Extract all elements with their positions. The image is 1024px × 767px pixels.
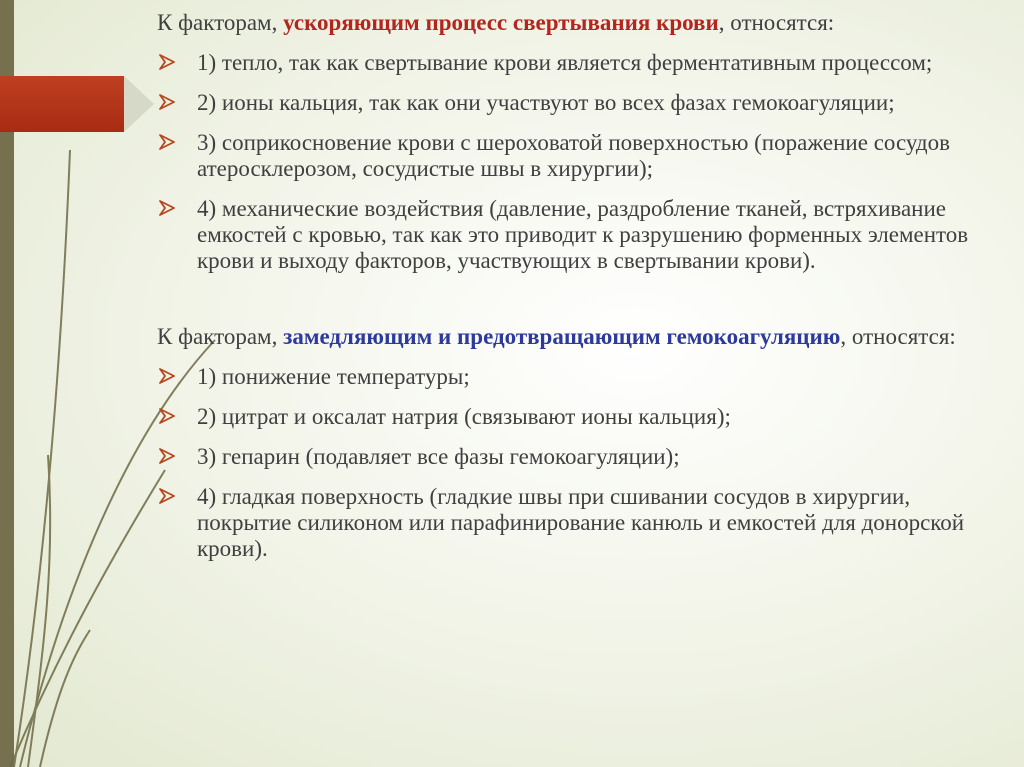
list-item-text: 2) цитрат и оксалат натрия (связывают ионы кальция);: [197, 404, 731, 429]
list-item: [157, 50, 1007, 76]
section1-intro-highlight: ускоряющим процесс свертывания крови: [283, 10, 719, 35]
list-item: [157, 364, 1007, 390]
list-item-text: 4) механические воздействия (давление, раздробление тканей, встряхивание емкостей с кровью, так как это приводит к разрушению форменных элементов крови и выходу факторов, участвующих в свертывании крови).: [197, 196, 969, 273]
arrowhead-bullet-icon: [157, 92, 177, 112]
arrowhead-bullet-icon: [157, 198, 177, 218]
list-item-text: 1) тепло, так как свертывание крови является ферментативным процессом;: [197, 50, 933, 75]
arrowhead-bullet-icon: [157, 486, 177, 506]
list-item: [157, 404, 1007, 430]
list-item: [157, 484, 1007, 562]
section1-list: [157, 50, 1007, 274]
list-item-text: 3) соприкосновение крови с шероховатой поверхностью (поражение сосудов атеросклерозом, сосудистые швы в хирургии);: [197, 130, 950, 181]
section1-heading: [157, 10, 1007, 36]
list-item-text: 2) ионы кальция, так как они участвуют во всех фазах гемокоагуляции;: [197, 90, 895, 115]
section1-intro-before: К факторам,: [157, 10, 284, 35]
arrowhead-bullet-icon: [157, 406, 177, 426]
arrowhead-bullet-icon: [157, 132, 177, 152]
list-item: [157, 130, 1007, 182]
section1-intro-after: , относятся:: [718, 10, 835, 35]
list-item-text: 4) гладкая поверхность (гладкие швы при сшивании сосудов в хирургии, покрытие силиконом или парафинирование канюль и емкостей для донорской крови).: [197, 484, 965, 561]
slide-content: [157, 10, 1007, 576]
section2-intro-highlight: замедляющим и предотвращающим гемокоагуляцию: [283, 324, 841, 349]
list-item-text: 3) гепарин (подавляет все фазы гемокоагуляции);: [197, 444, 680, 469]
list-item: [157, 196, 1007, 274]
list-item: [157, 90, 1007, 116]
arrowhead-bullet-icon: [157, 366, 177, 386]
red-accent-tab: [0, 76, 124, 132]
list-item-text: 1) понижение температуры;: [197, 364, 470, 389]
section2-intro-before: К факторам,: [157, 324, 284, 349]
list-item: [157, 444, 1007, 470]
arrowhead-bullet-icon: [157, 446, 177, 466]
section2-list: [157, 364, 1007, 562]
arrowhead-bullet-icon: [157, 52, 177, 72]
section-spacer: [157, 288, 1007, 324]
section2-heading: [157, 324, 1007, 350]
section2-intro-after: , относятся:: [840, 324, 956, 349]
